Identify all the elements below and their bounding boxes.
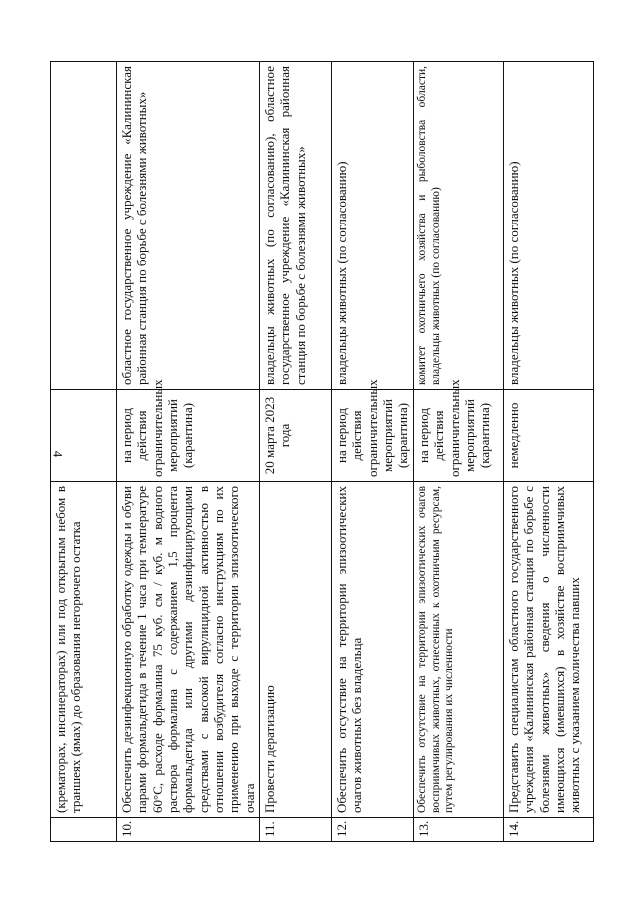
table-row	[413, 62, 503, 842]
row-number: 12.	[331, 818, 413, 842]
table-row	[117, 62, 260, 842]
responsible-text: комитет охотничьего хозяйства и рыболовства области, владельцы животных (по согласованию)	[413, 62, 503, 390]
deadline-text: немедленно	[503, 390, 593, 482]
table-row	[503, 62, 593, 842]
deadline-text: на период действия ограничительных мероприятий (карантина)	[413, 390, 503, 482]
responsible-text: владельцы животных (по согласованию), областное государственное учреждение «Калининская районная станция по борьбе с болезнями животных»	[259, 62, 331, 390]
deadline-text: 20 марта 2023 года	[259, 390, 331, 482]
task-text: Провести дератизацию	[259, 482, 331, 818]
responsible-text: владельцы животных (по согласованию)	[503, 62, 593, 390]
deadline-text	[51, 390, 117, 482]
task-text: Представить специалистам областного государственного учреждения «Калининская районная станция по борьбе с болезнями животных» сведения о численности имеющихся (имевшихся) в хозяйстве восприимчивых животных с указанием количества павших	[503, 482, 593, 818]
rotated-table-wrapper	[50, 62, 590, 842]
task-text: (крематорах, инсинераторах) или под открытым небом в траншеях (ямах) до образования негорючего остатка	[51, 482, 117, 818]
row-number: 13.	[413, 818, 503, 842]
table-row	[51, 62, 117, 842]
measures-table	[50, 61, 594, 842]
row-number	[51, 818, 117, 842]
deadline-text: на период действия ограничительных мероприятий (карантина)	[117, 390, 260, 482]
responsible-text: областное государственное учреждение «Калининская районная станция по борьбе с болезнями животных»	[117, 62, 260, 390]
task-text: Обеспечить отсутствие на территории эпизоотических очагов восприимчивых животных, отнесенных к охотничьим ресурсам, путем регулирования их численности	[413, 482, 503, 818]
responsible-text	[51, 62, 117, 390]
task-text: Обеспечить дезинфекционную обработку одежды и обуви парами формальдегида в течение 1 часа при температуре 60°С, расходе формалина 75 куб. см / куб. м водного раствора формалина с содержанием 1,5 процента формальдегида или другими дезинфицирующими средствами с высокой вирулицидной активностью в отношении возбудителя согласно инструкциям по их применению при выходе с территории эпизоотического очага	[117, 482, 260, 818]
row-number: 14.	[503, 818, 593, 842]
table-row	[331, 62, 413, 842]
row-number: 10.	[117, 818, 260, 842]
page-number: 4	[50, 450, 66, 458]
row-number: 11.	[259, 818, 331, 842]
task-text: Обеспечить отсутствие на территории эпизоотических очагов животных без владельца	[331, 482, 413, 818]
table-row	[259, 62, 331, 842]
responsible-text: владельцы животных (по согласованию)	[331, 62, 413, 390]
deadline-text: на период действия ограничительных мероприятий (карантина)	[331, 390, 413, 482]
